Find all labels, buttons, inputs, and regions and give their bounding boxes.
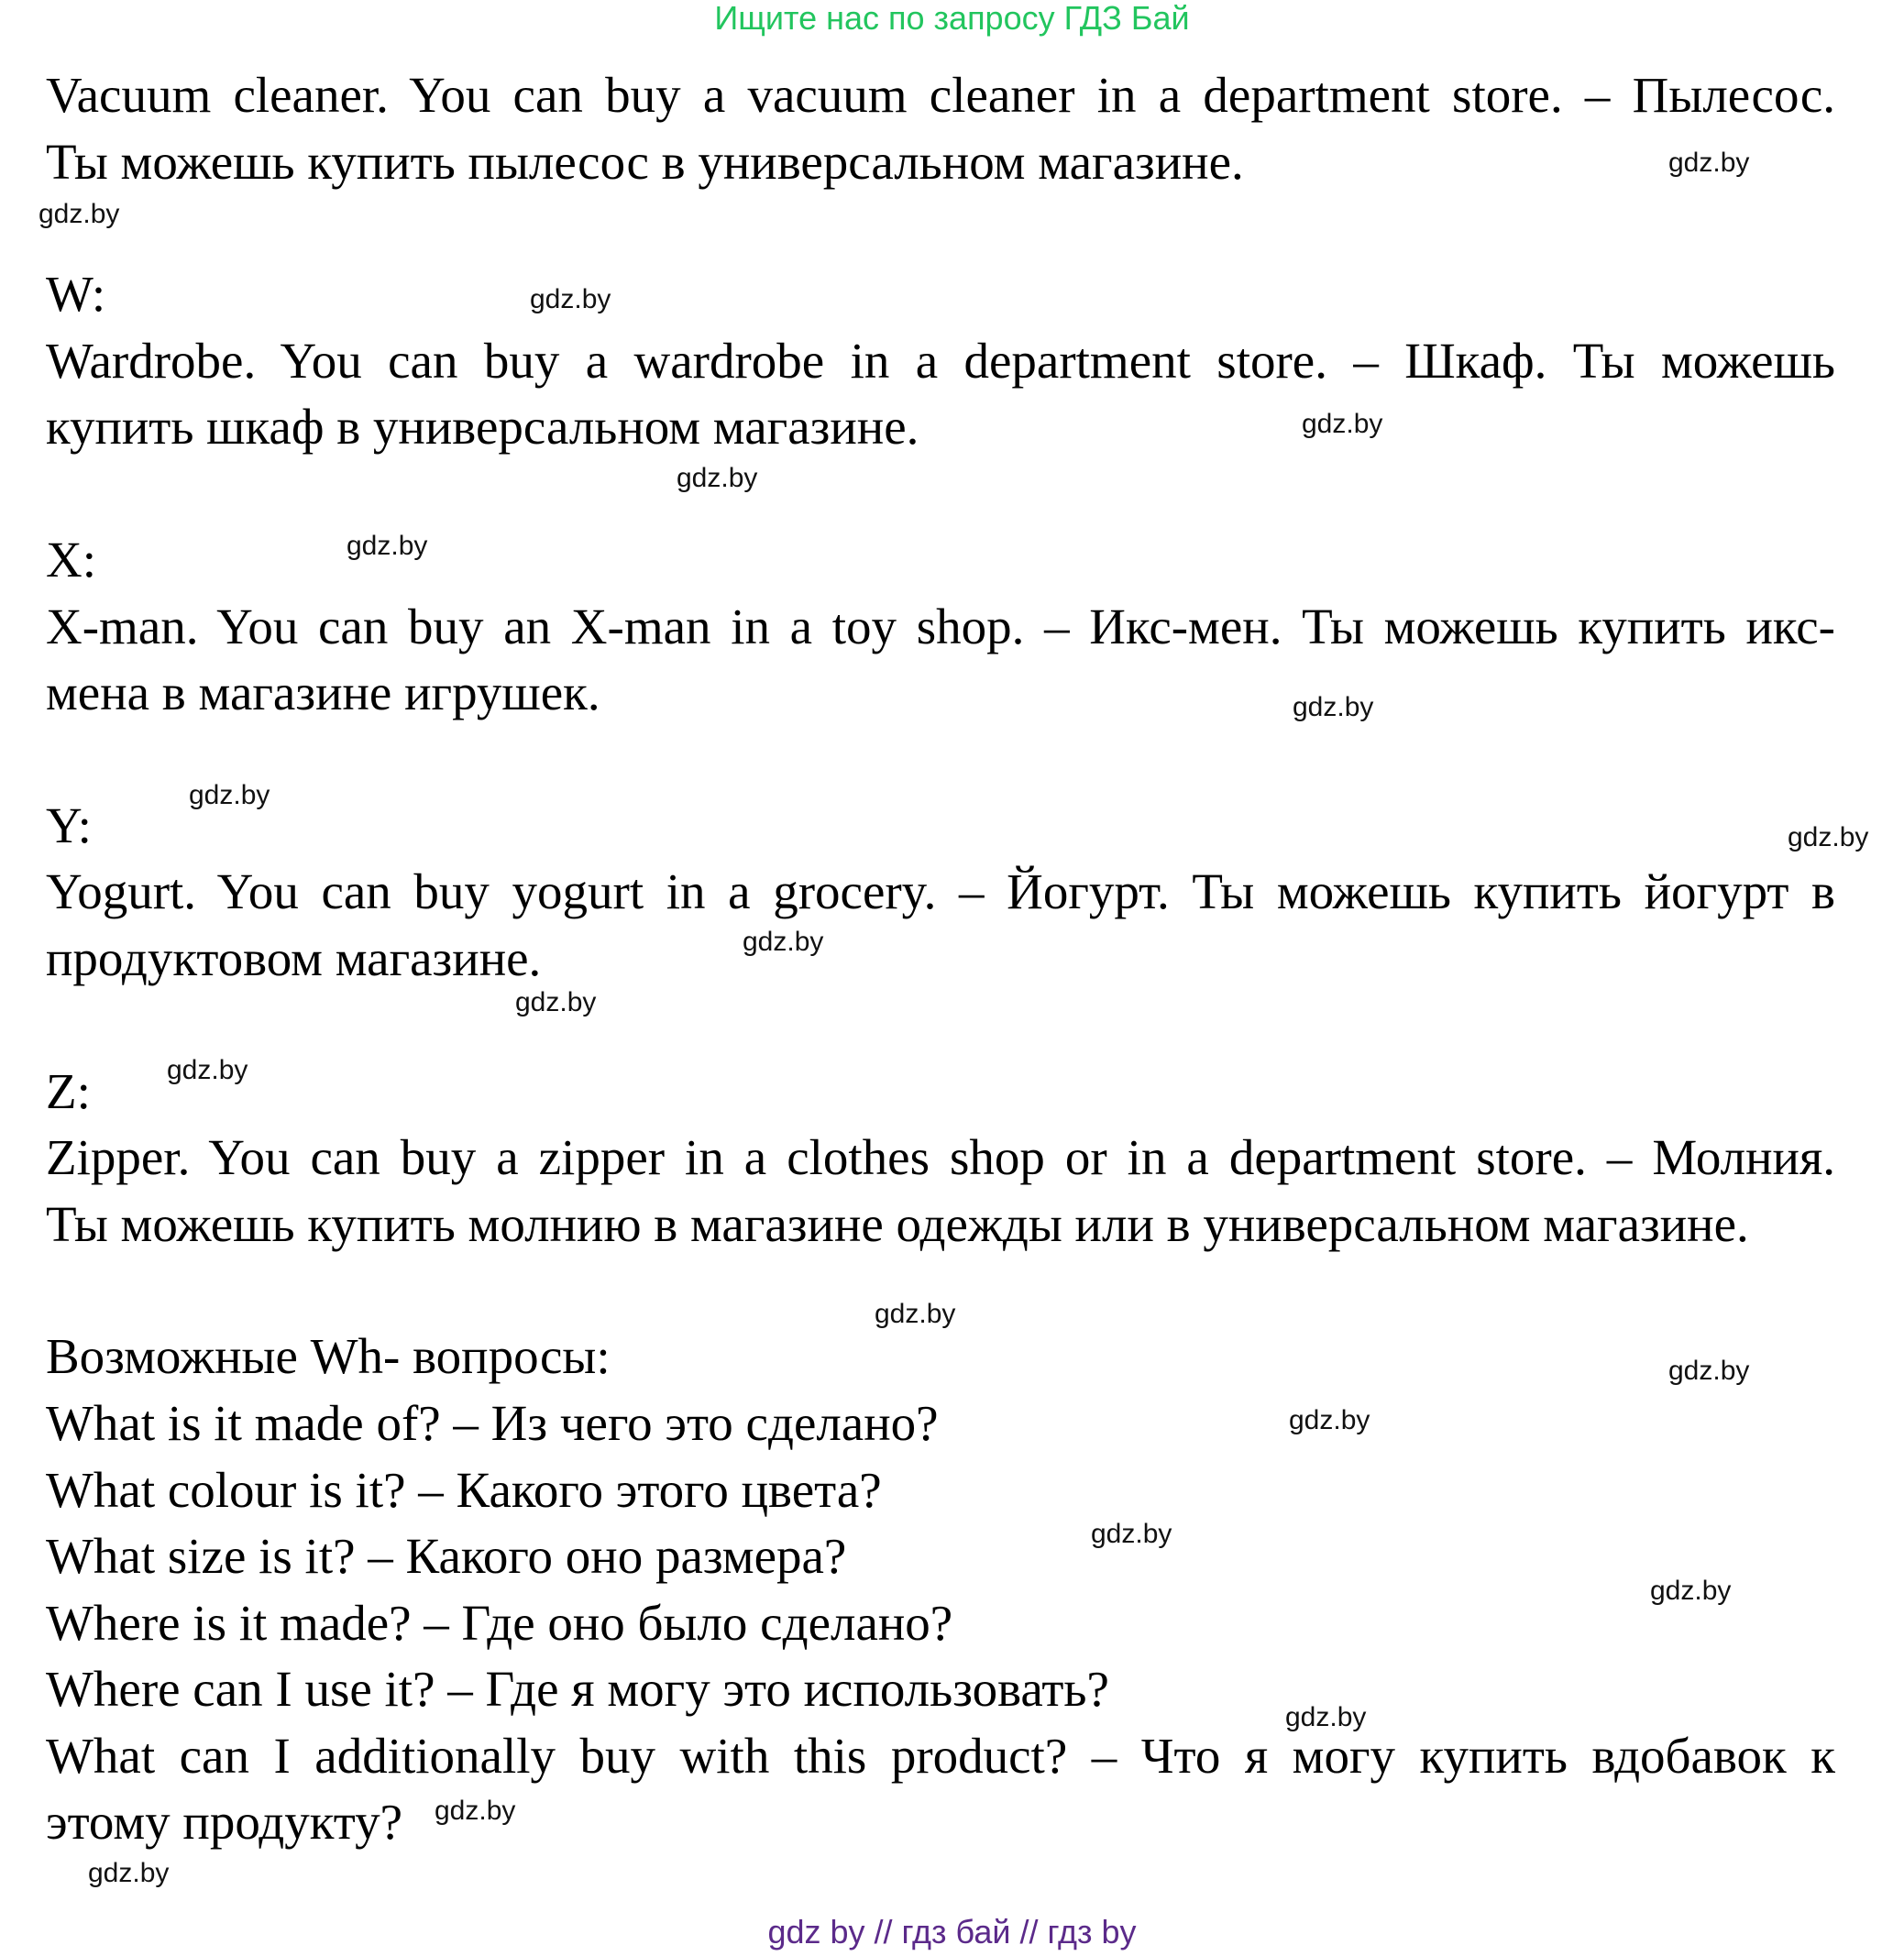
question-item: Where can I use it? – Где я могу это использовать? <box>46 1661 1109 1718</box>
entry-letter: Y: <box>46 797 92 853</box>
entry-letter: X: <box>46 531 96 588</box>
entry-line: купить шкаф в универсальном магазине. <box>46 399 919 456</box>
top-banner: Ищите нас по запросу ГДЗ Бай <box>714 0 1190 37</box>
watermark: gdz.by <box>1668 148 1750 178</box>
watermark: gdz.by <box>1091 1519 1172 1549</box>
watermark: gdz.by <box>1289 1405 1370 1435</box>
watermark: gdz.by <box>1788 822 1869 852</box>
watermark: gdz.by <box>167 1055 248 1085</box>
entry-letter: Z: <box>46 1062 91 1119</box>
watermark: gdz.by <box>515 987 597 1017</box>
entry-y <box>46 793 1835 993</box>
question-item: этому продукту? <box>46 1794 402 1851</box>
entry-line: Yogurt. You can buy yogurt in a grocery. – Йогурт. Ты можешь купить йогурт в <box>46 863 1835 920</box>
watermark: gdz.by <box>743 927 824 957</box>
entry-w <box>46 261 1835 461</box>
entry-line: мена в магазине игрушек. <box>46 665 600 721</box>
wh-questions <box>46 1324 1835 1856</box>
entry-line: Vacuum cleaner. You can buy a vacuum cleaner in a department store. – Пылесос. <box>46 67 1835 123</box>
watermark: gdz.by <box>1650 1576 1732 1606</box>
watermark: gdz.by <box>875 1299 956 1329</box>
entry-v <box>46 62 1835 195</box>
question-item: Where is it made? – Где оно было сделано? <box>46 1594 953 1651</box>
entry-line: продуктовом магазине. <box>46 929 542 986</box>
watermark: gdz.by <box>88 1858 170 1888</box>
questions-heading: Возможные Wh- вопросы: <box>46 1328 611 1385</box>
entry-line: Ты можешь купить молнию в магазине одежды или в универсальном магазине. <box>46 1195 1749 1252</box>
watermark: gdz.by <box>39 199 120 229</box>
question-item: What colour is it? – Какого этого цвета? <box>46 1461 882 1518</box>
watermark: gdz.by <box>1285 1702 1367 1732</box>
watermark: gdz.by <box>677 463 758 493</box>
question-item: What is it made of? – Из чего это сделано? <box>46 1394 939 1451</box>
footer-links: gdz by // гдз бай // гдз by <box>767 1913 1137 1951</box>
watermark: gdz.by <box>1302 409 1383 439</box>
watermark: gdz.by <box>347 531 428 561</box>
watermark: gdz.by <box>1668 1356 1750 1386</box>
question-item: What size is it? – Какого оно размера? <box>46 1528 847 1585</box>
watermark: gdz.by <box>435 1796 516 1826</box>
watermark: gdz.by <box>530 284 611 314</box>
document-body <box>46 62 1835 1856</box>
entry-line: Ты можешь купить пылесос в универсальном магазине. <box>46 133 1244 190</box>
entry-letter: W: <box>46 266 106 323</box>
entry-line: Wardrobe. You can buy a wardrobe in a department store. – Шкаф. Ты можешь <box>46 332 1835 389</box>
question-item: What can I additionally buy with this product? – Что я могу купить вдобавок к <box>46 1727 1835 1784</box>
entry-z <box>46 1059 1835 1258</box>
watermark: gdz.by <box>1293 692 1374 722</box>
watermark: gdz.by <box>189 780 270 810</box>
entry-x <box>46 527 1835 727</box>
entry-line: X-man. You can buy an X-man in a toy shop. – Икс-мен. Ты можешь купить икс- <box>46 598 1835 654</box>
entry-line: Zipper. You can buy a zipper in a clothes shop or in a department store. – Молния. <box>46 1129 1835 1186</box>
